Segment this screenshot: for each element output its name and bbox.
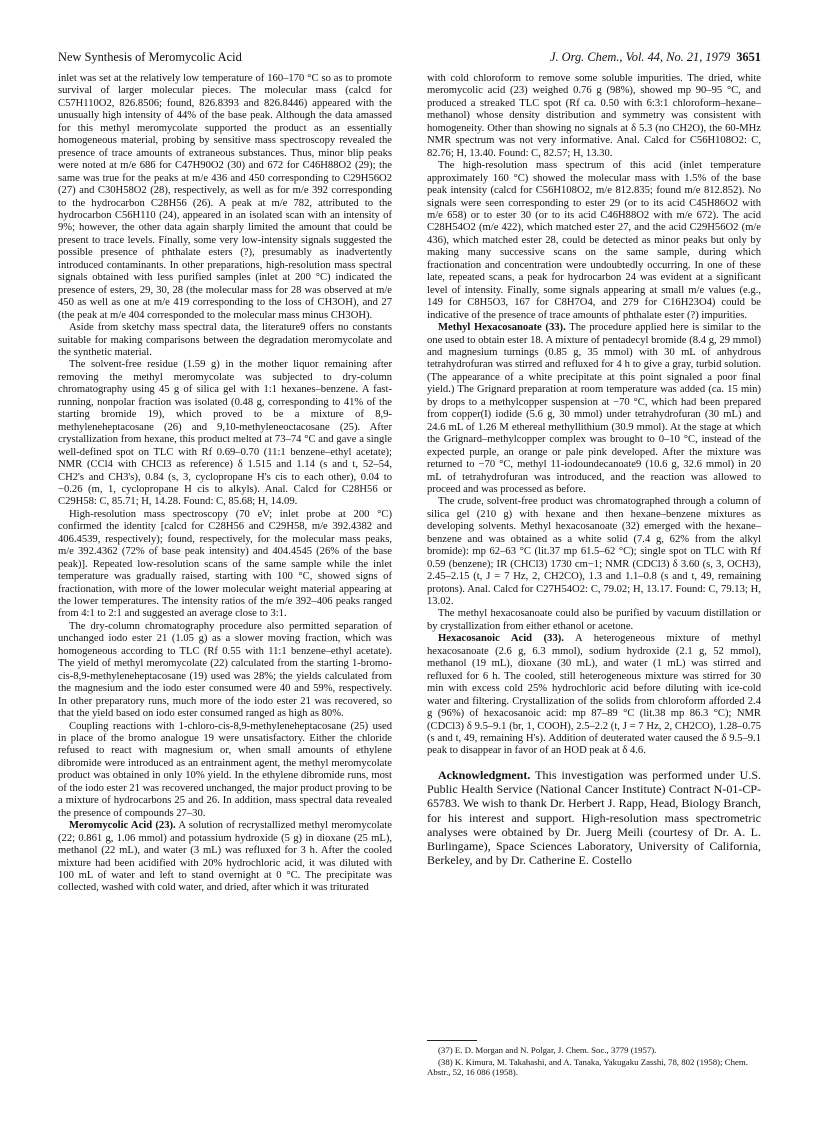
paragraph	[427, 73, 761, 160]
paragraph	[427, 608, 761, 633]
acknowledgment-paragraph	[427, 768, 761, 867]
paragraph	[58, 721, 392, 821]
page-number: 3651	[736, 50, 761, 64]
acknowledgment-text: This investigation was performed under U.S. Public Health Service (National Cancer Institute) Contract N-01-CP-65783. We wish to thank Dr. Herbert J. Rapp, Head, Biology Branch, for his interest and support. High-resolution mass spectrometric analyses were obtained by Dr. Juerg Meili (courtesy of Dr. A. L. Burlingame), Space Sciences Laboratory, University of California, Berkeley, and by Dr. Catherine E. Costello	[427, 767, 761, 868]
paragraph	[58, 621, 392, 721]
paragraph-heading: Hexacosanoic Acid (33).	[438, 633, 564, 645]
paragraph-heading: Methyl Hexacosanoate (33).	[438, 322, 566, 334]
right-column	[427, 73, 761, 867]
journal-name: J. Org. Chem., Vol. 44, No. 21, 1979	[549, 50, 731, 64]
paragraph-text: A solution of recrystallized methyl meromycolate (22; 0.861 g, 1.06 mmol) and potassium hydroxide (5 g) in dioxane (25 mL), methanol (22 mL), and water (3 mL) was refluxed for 3 h. After the cooled mixture had been acidified with 20% hydrochloric acid, it was diluted with 100 mL of water and left to stand overnight at 0 °C. The precipitate was collected, washed with cold water, and dried, after which it was triturated	[58, 820, 392, 894]
paragraph	[58, 322, 392, 359]
paragraph	[58, 73, 392, 322]
paragraph-text: The crude, solvent-free product was chromatographed through a column of silica gel (210 g) with hexane and then hexane–benzene mixtures as developing solvents. Methyl hexacosanoate (32) emerged with the hexane–benzene and was obtained as a white solid (7.4 g, 62% from the alkyl bromide): mp 62–63 °C (lit.37 mp 61.5–62 °C); single spot on TLC with Rf 0.59 (benzene); IR (CHCl3) 1730 cm−1; NMR (CDCl3) δ 3.60 (s, 3, OCH3), 2.45–2.15 (t, J = 7 Hz, 2, CH2CO), 1.3 and 1.1–0.8 (s and t, 49, remaining protons). Anal. Calcd for C27H54O2: C, 79.02; H, 13.17. Found: C, 79.13; H, 13.02.	[427, 496, 761, 608]
footnotes	[427, 1040, 761, 1079]
paragraph-heading: Meromycolic Acid (23).	[69, 820, 176, 832]
paragraph-text: The dry-column chromatography procedure also permitted separation of unchanged iodo ester 21 (1.05 g) as a slower moving fraction, which was homogeneous according to TLC (Rf 0.55 with 11:1 benzene–ethyl acetate). The yield of methyl meromycolate (22) calculated from the starting 1-bromo-cis-8,9-methyleneheptacosane (19) used was 28%; the yields calculated from the magnesium and the iodo ester consumed were 40 and 59%, respectively. In other preparatory runs, much more of the iodo ester 21 was recovered, so that the yield based on iodo ester consumed ranged as high as 80%.	[58, 620, 392, 720]
footnote-38: (38) K. Kimura, M. Takahashi, and A. Tanaka, Yakugaku Zasshi, 78, 802 (1958); Chem. Abstr., 52, 16 086 (1958).	[427, 1056, 748, 1078]
acknowledgment-heading: Acknowledgment.	[438, 767, 531, 782]
paragraph	[427, 160, 761, 322]
paragraph-text: A heterogeneous mixture of methyl hexacosanoate (2.6 g, 6.3 mmol), sodium hydroxide (2.1 g, 52 mmol), methanol (19 mL), dioxane (30 mL), and water (1 mL) was stirred and refluxed for 6 h. The cooled, still heterogeneous mixture was stirred for 30 min with excess cold 25% hydrochloric acid before diluting with ice-cold water and filtering. Crystallization of the solids from chloroform afforded 2.4 g (96%) of hexacosanoic acid: mp 87–89 °C (lit.38 mp 86.3 °C); NMR (CDCl3) δ 9.5–9.1 (br, 1, COOH), 2.5–2.2 (t, J = 7 Hz, 2, CH2CO), 1.28–0.75 (s and t, 49, remaining H's). Addition of deuterated water caused the δ 9.5–9.1 peak to disappear in favor of an HOD peak at δ 4.6.	[427, 633, 761, 757]
paragraph	[58, 509, 392, 621]
paragraph-text: Coupling reactions with 1-chloro-cis-8,9-methyleneheptacosane (25) used in place of the bromo analogue 19 were unsatisfactory. Either the chloride refused to react with magnesium or, when small amounts of ethylene dibromide were introduced as an entrainment agent, the methyl meromycolate product was obtained in only 10% yield. In the ethylene dibromide runs, most of the iodo ester 21 was recovered unchanged, the major product proving to be a mixture of hydrocarbons 25 and 26. In addition, mass spectral data revealed the presence of compounds 27–30.	[58, 720, 392, 819]
right-column-paragraphs	[427, 73, 761, 758]
footnote-37: (37) E. D. Morgan and N. Polgar, J. Chem. Soc., 3779 (1957).	[438, 1045, 657, 1055]
journal-citation	[550, 50, 761, 65]
paragraph-text: High-resolution mass spectroscopy (70 eV; inlet probe at 200 °C) confirmed the identity [calcd for C28H56 and C29H58, m/e 392.4382 and 406.4539, respectively); found, respectively, for the molecular mass peaks, m/e 392.4362 (72% of base peak intensity) and 404.4545 (26% of the base peak)]. Repeated low-resolution scans of the same sample while the inlet temperature was gradually raised, starting with 100 °C, showed signs of fractionation, with more of the lower molecular weight material appearing at the lower temperatures. The intensity ratios of the m/e 392–406 peaks ranged from 4:1 to 2:1 and suggested an average close to 3:1.	[58, 508, 392, 620]
paragraph	[58, 820, 392, 895]
paragraph	[427, 322, 761, 496]
paragraph-text: with cold chloroform to remove some soluble impurities. The dried, white meromycolic acid (23) weighed 0.76 g (98%), showed mp 90–95 °C, and produced a streaked TLC spot (Rf ca. 0.50 with 6:3:1 chloroform–hexane–methanol) whose density distribution and symmetry was consistent with homogeneity. Other than showing no signals at δ 5.3 (no CH2O), the 60-MHz NMR spectrum was not very informative. Anal. Calcd for C56H108O2: C, 82.76; H, 13.40. Found: C, 82.57; H, 13.30.	[427, 73, 761, 159]
paragraph-text: The methyl hexacosanoate could also be purified by vacuum distillation or by crystallization from either ethanol or acetone.	[427, 608, 761, 632]
footnote-rule	[427, 1040, 477, 1041]
paragraph	[427, 633, 761, 758]
paragraph-text: The high-resolution mass spectrum of this acid (inlet temperature approximately 160 °C) showed the molecular mass with 1.5% of the base peak intensity (calcd for C56H108O2, m/e 812.835; found m/e 812.852). No signals were seen corresponding to ester 29 (or to its acid C45H86O2 with m/e 658) or to ester 30 (or to its acid C46H88O2 with m/e 672). The acid C28H54O2 (m/e 422), which matched ester 27, and the acid C29H56O2 (m/e 436), which matched ester 28, could be detected as minor peaks but only by making many successive scans on the same sample, during which fractionation and concentration were undoubtedly occurring. In one of these late, repeated scans, a peak for hydrocarbon 24 was evident at a significant level of intensity. Finally, some signals appearing at small m/e values (e.g., 149 for C8H5O3, 167 for C8H7O4, and 279 for C16H23O4) could be indicative of the presence of trace amounts of phthalate ester (?) impurities.	[427, 160, 761, 321]
paragraph	[427, 496, 761, 608]
paragraph	[58, 359, 392, 508]
paragraph-text: The procedure applied here is similar to the one used to obtain ester 18. A mixture of pentadecyl bromide (8.4 g, 29 mmol) and magnesium turnings (0.85 g, 35 mmol) with 30 mL of anhydrous tetrahydrofuran was stirred and refluxed for 4 h to give a gray, turbid solution. (The appearance of a white precipitate at this point signaled a poor final yield.) The Grignard preparation at room temperature was added (ca. 15 min) by drops to a methylcopper suspension at −70 °C, which had been prepared from copper(I) iodide (5.6 g, 30 mmol) under tetrahydrofuran (30 mL) and 24.6 mL of 1.26 M ethereal methyllithium (30.9 mmol). At the stage at which the Grignard–methylcopper complex was brought to 0–10 °C, instead of the expected purple, an orange or pale pink developed. After the mixture was returned to −70 °C, methyl 11-iodoundecanoate9 (10.6 g, 32.6 mmol) in 20 mL of tetrahydrofuran was introduced, and the reaction was allowed to proceed and was processed as before.	[427, 322, 761, 495]
paragraph-text: inlet was set at the relatively low temperature of 160–170 °C so as to promote survival of larger molecular pieces. The molecular mass (calcd for C57H110O2, 826.8506; found, 826.8393 and 826.8446) appeared with the unusually high intensity of 44% of the base peak. Although the data amassed for this methyl meromycolate supported the product as an essentially homogeneous material, probing by sensitive mass spectroscopy revealed the presence of trace amounts of extraneous substances. Thus, minor blip peaks were noted at m/e 686 for C47H90O2 (30) and 672 for C46H88O2 (29); the same was true for the peaks at m/e 436 and 450 corresponding to C29H56O2 (27) and C30H58O2 (28), respectively, as well as for m/e 392 corresponding to the hydrocarbon C28H56 (26). A peak at m/e 782, attributed to the hydrocarbon C56H110 (24), appeared in an isolated scan with an intensity of 9%; however, the other data again sharply limited the amount that could be present to trace levels. Finally, some very low-intensity signals suggested the possible presence of phthalate esters (?), presumably as inadvertently introduced contaminants. In other preparations, high-resolution mass spectral signals obtained with less purified samples (inlet at 200 °C) indicated the presence of esters, 29, 30, 28 (the molecular mass for 28 was observed at m/e 450 as well as one at m/e 419 corresponding to the loss of CH3OH), and 27 (the peak at m/e 404 corresponded to the molecular mass minus CH3OH).	[58, 73, 392, 321]
paragraph-text: The solvent-free residue (1.59 g) in the mother liquor remaining after removing the methyl meromycolate was subjected to dry-column chromatography using 45 g of silica gel with 1:1 hexanes–benzene. A fast-running, nonpolar fraction was isolated (0.48 g, corresponding to 41% of the starting bromide 19), which proved to be a mixture of 8,9-methyleneheptacosane (26) and 9,10-methyleneoctacosane (25). After crystallization from hexane, this product melted at 73–74 °C and gave a single well-defined spot on TLC with Rf 0.69–0.70 (11:1 benzene–ethyl acetate); NMR (CCl4 with CHCl3 as reference) δ 1.515 and 1.14 (s and t, 52–54, CH2's and CH3's), 0.84 (s, 3, cyclopropane H's cis to each other), 0.04 to −0.26 (m, 1, cyclopropane H cis to alkyls). Anal. Calcd for C28H56 or C29H58: C, 85.71; H, 14.28. Found: C, 85.68; H, 14.09.	[58, 359, 392, 508]
running-title: New Synthesis of Meromycolic Acid	[58, 50, 242, 64]
paragraph-text: Aside from sketchy mass spectral data, the literature9 offers no constants suitable for making comparisons between the degradation meromycolate and the synthetic material.	[58, 322, 392, 358]
left-column	[58, 73, 392, 895]
running-header	[58, 50, 761, 66]
